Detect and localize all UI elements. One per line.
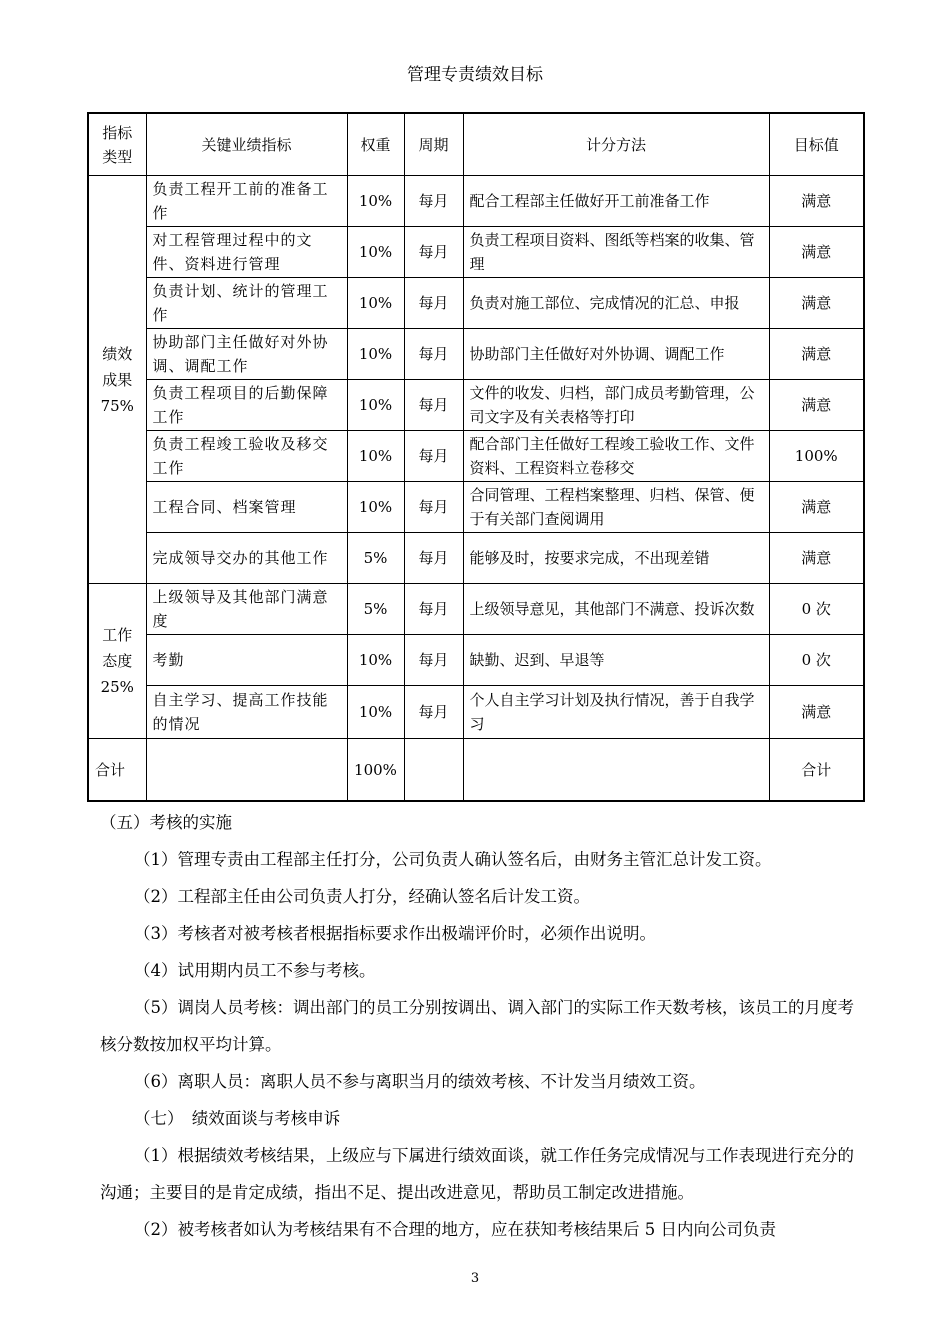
target-cell: 0 次 bbox=[769, 635, 864, 686]
table-header-row bbox=[88, 113, 864, 176]
category-label: 工作 bbox=[102, 626, 133, 644]
method-cell: 协助部门主任做好对外协调、调配工作 bbox=[463, 329, 769, 380]
table-row bbox=[88, 533, 864, 584]
total-row bbox=[88, 739, 864, 802]
header-period: 周期 bbox=[404, 113, 463, 176]
period-cell: 每月 bbox=[404, 533, 463, 584]
period-cell: 每月 bbox=[404, 227, 463, 278]
weight-cell: 10% bbox=[347, 635, 404, 686]
total-target: 合计 bbox=[769, 739, 864, 802]
table-row bbox=[88, 584, 864, 635]
section-heading: （七） 绩效面谈与考核申诉 bbox=[134, 1109, 341, 1128]
total-label: 合计 bbox=[88, 739, 146, 802]
category-label: 成果 bbox=[102, 370, 133, 389]
target-cell: 满意 bbox=[769, 380, 864, 431]
indicator-cell: 工程合同、档案管理 bbox=[146, 482, 347, 533]
method-cell: 负责对施工部位、完成情况的汇总、申报 bbox=[463, 278, 769, 329]
indicator-cell: 自主学习、提高工作技能的情况 bbox=[146, 686, 347, 739]
weight-cell: 5% bbox=[347, 533, 404, 584]
total-empty bbox=[146, 739, 347, 802]
indicator-cell: 负责工程项目的后勤保障工作 bbox=[146, 380, 347, 431]
target-cell: 满意 bbox=[769, 278, 864, 329]
period-cell: 每月 bbox=[404, 686, 463, 739]
table-row bbox=[88, 278, 864, 329]
table-row bbox=[88, 686, 864, 739]
method-cell: 配合工程部主任做好开工前准备工作 bbox=[463, 176, 769, 227]
indicator-cell: 负责工程开工前的准备工作 bbox=[146, 176, 347, 227]
paragraph: （2）工程部主任由公司负责人打分，经确认签名后计发工资。 bbox=[134, 887, 590, 906]
header-type: 指标类型 bbox=[88, 113, 146, 176]
kpi-table bbox=[87, 112, 865, 802]
total-empty bbox=[463, 739, 769, 802]
paragraph: （2）被考核者如认为考核结果有不合理的地方，应在获知考核结果后 5 日内向公司负责 bbox=[134, 1220, 776, 1239]
table-row bbox=[88, 431, 864, 482]
paragraph: （5）调岗人员考核：调出部门的员工分别按调出、调入部门的实际工作天数考核，该员工的月度考核分数按加权平均计算。 bbox=[100, 998, 854, 1054]
paragraph: （3）考核者对被考核者根据指标要求作出极端评价时，必须作出说明。 bbox=[134, 924, 656, 943]
header-method: 计分方法 bbox=[463, 113, 769, 176]
indicator-cell: 完成领导交办的其他工作 bbox=[146, 533, 347, 584]
table-row bbox=[88, 380, 864, 431]
weight-cell: 10% bbox=[347, 278, 404, 329]
table-row bbox=[88, 635, 864, 686]
weight-cell: 10% bbox=[347, 176, 404, 227]
category-label: 态度 bbox=[102, 652, 133, 670]
period-cell: 每月 bbox=[404, 278, 463, 329]
indicator-cell: 上级领导及其他部门满意度 bbox=[146, 584, 347, 635]
total-empty bbox=[404, 739, 463, 802]
paragraph: （6）离职人员：离职人员不参与离职当月的绩效考核、不计发当月绩效工资。 bbox=[134, 1072, 706, 1091]
target-cell: 满意 bbox=[769, 329, 864, 380]
page-number: 3 bbox=[470, 1271, 480, 1286]
weight-cell: 10% bbox=[347, 431, 404, 482]
indicator-cell: 负责工程竣工验收及移交工作 bbox=[146, 431, 347, 482]
weight-cell: 10% bbox=[347, 686, 404, 739]
method-cell: 负责工程项目资料、图纸等档案的收集、管理 bbox=[463, 227, 769, 278]
method-cell: 缺勤、迟到、早退等 bbox=[463, 635, 769, 686]
table-row bbox=[88, 329, 864, 380]
table-body bbox=[88, 176, 864, 802]
category-label: 75% bbox=[100, 396, 134, 415]
method-cell: 配合部门主任做好工程竣工验收工作、文件资料、工程资料立卷移交 bbox=[463, 431, 769, 482]
target-cell: 0 次 bbox=[769, 584, 864, 635]
target-cell: 满意 bbox=[769, 176, 864, 227]
section-heading: （五）考核的实施 bbox=[100, 813, 232, 832]
total-weight: 100% bbox=[347, 739, 404, 802]
target-cell: 100% bbox=[769, 431, 864, 482]
indicator-cell: 协助部门主任做好对外协调、调配工作 bbox=[146, 329, 347, 380]
period-cell: 每月 bbox=[404, 635, 463, 686]
method-cell: 个人自主学习计划及执行情况，善于自我学习 bbox=[463, 686, 769, 739]
target-cell: 满意 bbox=[769, 686, 864, 739]
target-cell: 满意 bbox=[769, 482, 864, 533]
weight-cell: 10% bbox=[347, 482, 404, 533]
paragraph: （4）试用期内员工不参与考核。 bbox=[134, 961, 376, 980]
header-indicator: 关键业绩指标 bbox=[146, 113, 347, 176]
category-cell bbox=[88, 584, 146, 739]
paragraph: （1）根据绩效考核结果，上级应与下属进行绩效面谈，就工作任务完成情况与工作表现进行充分的沟通；主要目的是肯定成绩，指出不足、提出改进意见，帮助员工制定改进措施。 bbox=[100, 1146, 854, 1202]
table-row bbox=[88, 482, 864, 533]
period-cell: 每月 bbox=[404, 176, 463, 227]
category-label: 25% bbox=[100, 678, 134, 696]
header-target: 目标值 bbox=[769, 113, 864, 176]
period-cell: 每月 bbox=[404, 431, 463, 482]
table-row bbox=[88, 227, 864, 278]
weight-cell: 10% bbox=[347, 329, 404, 380]
period-cell: 每月 bbox=[404, 584, 463, 635]
method-cell: 合同管理、工程档案整理、归档、保管、便于有关部门查阅调用 bbox=[463, 482, 769, 533]
weight-cell: 10% bbox=[347, 380, 404, 431]
period-cell: 每月 bbox=[404, 380, 463, 431]
table-row bbox=[88, 176, 864, 227]
target-cell: 满意 bbox=[769, 533, 864, 584]
header-weight: 权重 bbox=[347, 113, 404, 176]
period-cell: 每月 bbox=[404, 329, 463, 380]
indicator-cell: 负责计划、统计的管理工作 bbox=[146, 278, 347, 329]
weight-cell: 10% bbox=[347, 227, 404, 278]
period-cell: 每月 bbox=[404, 482, 463, 533]
indicator-cell: 考勤 bbox=[146, 635, 347, 686]
weight-cell: 5% bbox=[347, 584, 404, 635]
category-cell bbox=[88, 176, 146, 584]
method-cell: 文件的收发、归档，部门成员考勤管理，公司文字及有关表格等打印 bbox=[463, 380, 769, 431]
page-title: 管理专责绩效目标 bbox=[407, 65, 543, 85]
paragraph: （1）管理专责由工程部主任打分，公司负责人确认签名后，由财务主管汇总计发工资。 bbox=[134, 850, 772, 869]
target-cell: 满意 bbox=[769, 227, 864, 278]
category-label: 绩效 bbox=[102, 344, 133, 363]
method-cell: 上级领导意见，其他部门不满意、投诉次数 bbox=[463, 584, 769, 635]
method-cell: 能够及时，按要求完成，不出现差错 bbox=[463, 533, 769, 584]
indicator-cell: 对工程管理过程中的文件、资料进行管理 bbox=[146, 227, 347, 278]
